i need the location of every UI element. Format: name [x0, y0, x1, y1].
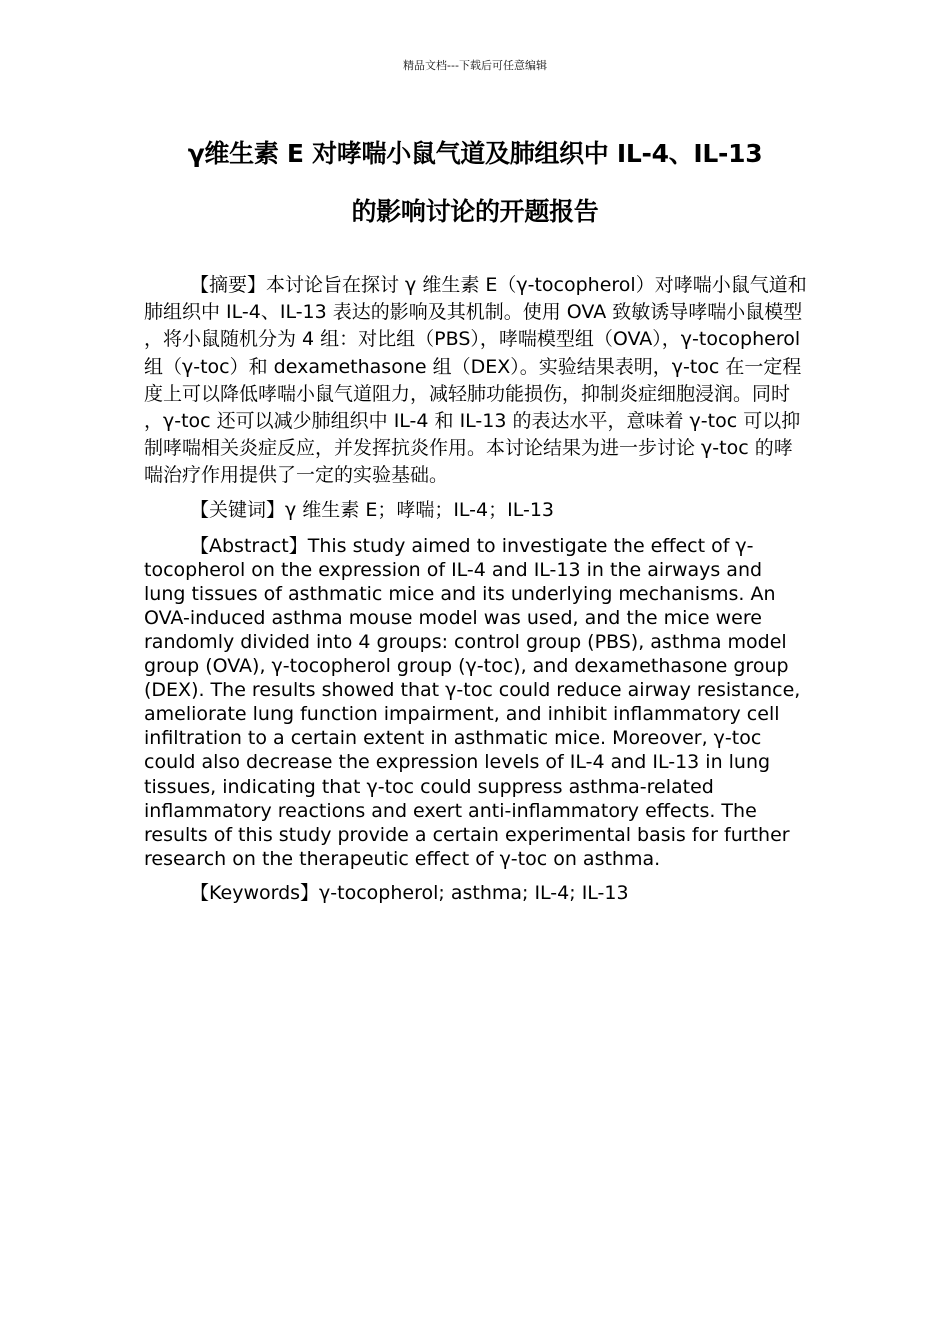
chinese-keywords-paragraph: 【关键词】γ 维生素 E；哮喘；IL-4；IL-13 — [190, 498, 555, 521]
english-keywords-paragraph: 【Keywords】γ-tocopherol; asthma; IL-4; IL-13 — [190, 881, 629, 904]
document-body — [144, 272, 808, 907]
document-title-line-2: 的影响讨论的开题报告 — [351, 197, 599, 226]
english-abstract-paragraph: 【Abstract】This study aimed to investigate the effect of γ-tocopherol on the expression of IL-4 and IL-13 in the airways and lung tissues of asthmatic mice and its underlying mechanisms. An OVA-induced asthma mouse model was used, and the mice were randomly divided into 4 groups: control group (PBS), asthma model group (OVA), γ-tocopherol group (γ-toc), and dexamethasone group (DEX). The results showed that γ-toc could reduce airway resistance, ameliorate lung function impairment, and inhibit inflammatory cell infiltration to a certain extent in asthmatic mice. Moreover, γ-toc could also decrease the expression levels of IL-4 and IL-13 in lung tissues, indicating that γ-toc could suppress asthma-related inflammatory reactions and exert anti-inflammatory effects. The results of this study provide a certain experimental basis for further research on the therapeutic effect of γ-toc on asthma. — [144, 534, 801, 870]
document-title-line-1: γ维生素 E 对哮喘小鼠气道及肺组织中 IL-4、IL-13 — [187, 139, 763, 168]
page-header-note: 精品文档---下载后可任意编辑 — [403, 59, 547, 72]
chinese-abstract-paragraph: 【摘要】本讨论旨在探讨 γ 维生素 E（γ-tocopherol）对哮喘小鼠气道和肺组织中 IL-4、IL-13 表达的影响及其机制。使用 OVA 致敏诱导哮喘小鼠模型，将小鼠随机分为 4 组：对比组（PBS），哮喘模型组（OVA），γ-tocopherol 组（γ-toc）和 dexamethasone 组（DEX）。实验结果表明，γ-toc 在一定程度上可以降低哮喘小鼠气道阻力，减轻肺功能损伤，抑制炎症细胞浸润。同时，γ-toc 还可以减少肺组织中 IL-4 和 IL-13 的表达水平，意味着 γ-toc 可以抑制哮喘相关炎症反应，并发挥抗炎作用。本讨论结果为进一步讨论 γ-toc 的哮喘治疗作用提供了一定的实验基础。 — [144, 274, 807, 487]
